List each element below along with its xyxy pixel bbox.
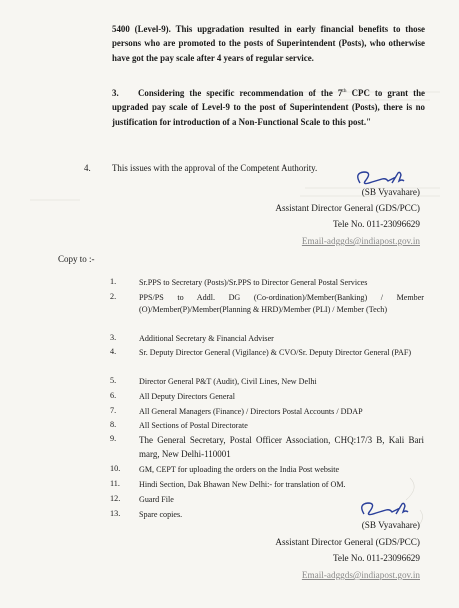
signatory-title-1: Assistant Director General (GDS/PCC) [275,203,420,213]
list-item-text: All Sections of Postal Directorate [139,421,248,430]
signatory-title-2: Assistant Director General (GDS/PCC) [275,537,420,547]
list-item-number: 4. [110,347,117,356]
list-item-text: Sr. Deputy Director General (Vigilance) & CVO/Sr. Deputy Director General (PAF) [139,348,412,357]
list-item-number: 1. [110,277,117,286]
list-item-text: Spare copies. [139,510,183,519]
list-item-number: 9. [110,434,117,443]
copy-to-label: Copy to :- [58,254,95,264]
signatory-phone-1: Tele No. 011-23096629 [332,219,420,229]
list-item-text: Guard File [139,495,174,504]
signatory-email-1[interactable]: Email-adggds@indiapost.gov.in [301,236,420,246]
paragraph-4-number: 4. [84,163,91,173]
list-item-number: 5. [110,376,117,385]
list-item-text: Director General P&T (Audit), Civil Lines, New Delhi [139,377,317,386]
paragraph-3 [112,84,425,129]
list-item-number: 2. [110,292,117,301]
list-item-text: Sr.PPS to Secretary (Posts)/Sr.PPS to Director General Postal Services [139,278,368,287]
list-item-text: PPS/PS to Addl. DG (Co-ordination)/Member(Banking) / Member (O)/Member(P)/Member(Planning & HRD)/Member (PLI) / Member (Tech) [139,293,424,315]
list-item-number: 6. [110,391,117,400]
list-item-number: 8. [110,420,117,429]
superscript-th: th [342,88,347,94]
list-item-number: 11. [110,479,120,488]
list-item-number: 12. [110,494,121,503]
list-item-text: All Deputy Directors General [139,392,235,401]
list-item-text: All General Managers (Finance) / Directors Postal Accounts / DDAP [139,407,363,416]
paragraph-4-text: This issues with the approval of the Competent Authority. [112,163,318,173]
list-item-number: 3. [110,333,117,342]
signatory-phone-2: Tele No. 011-23096629 [332,553,420,563]
list-item-text: Hindi Section, Dak Bhawan New Delhi:- for translation of OM. [139,480,346,489]
paragraph-3-text-b: CPC to grant the upgraded pay scale of Level-9 to the post of Superintendent (Posts), there is no justification for introduction of a Non-Functional Scale to this post." [112,87,425,127]
signatory-name-1: (SB Vyavahare) [361,187,420,197]
list-item-number: 10. [110,464,121,473]
list-item-text: GM, CEPT for uploading the orders on the India Post website [139,465,340,474]
paragraph-3-number: 3. [112,87,119,98]
signatory-name-2: (SB Vyavahare) [361,520,420,530]
list-item-number: 13. [110,509,121,518]
list-item-number: 7. [110,406,117,415]
list-item-text: Additional Secretary & Financial Adviser [139,334,274,343]
paragraph-3-text-a: Considering the specific recommendation of the 7 [138,87,343,98]
paragraph-upgradation: 5400 (Level-9). This upgradation resulted in early financial benefits to those persons who are promoted to the posts of Superintendent (Posts), who otherwise have got the pay scale after 4 years of regular service. [112,24,425,63]
list-item-text: The General Secretary, Postal Officer Association, CHQ:17/3 B, Kali Bari marg, New Delhi-110001 [139,435,424,459]
signatory-email-2[interactable]: Email-adggds@indiapost.gov.in [301,570,420,580]
